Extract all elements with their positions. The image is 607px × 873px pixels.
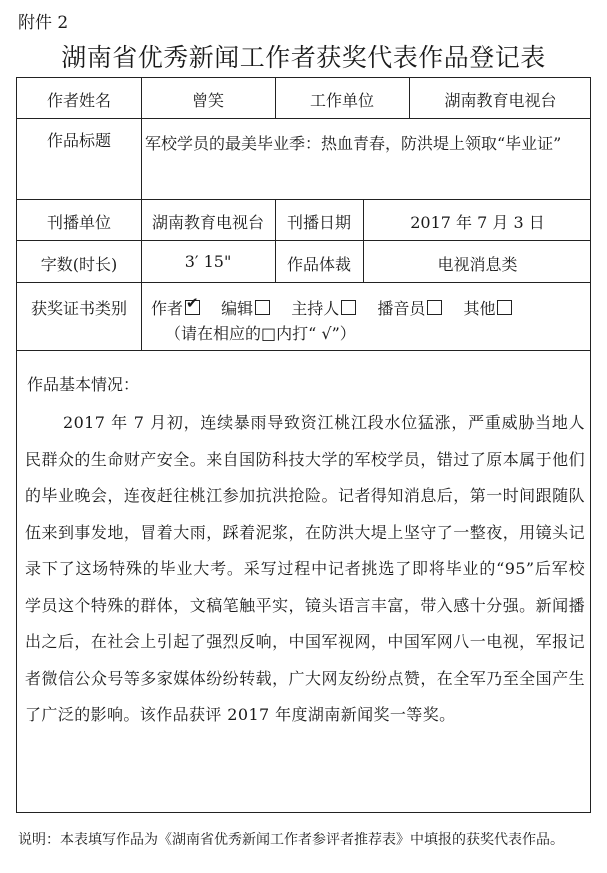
option-label: 播音员	[377, 299, 426, 318]
row-divider	[17, 240, 590, 241]
summary-label: 作品基本情况：	[27, 375, 140, 394]
award-option-host[interactable]	[291, 299, 358, 318]
broadcaster-label: 刊播单位	[46, 213, 111, 232]
checkbox-checked[interactable]	[185, 300, 200, 315]
document-title: 湖南省优秀新闻工作者获奖代表作品登记表	[61, 43, 546, 72]
length-label: 字数(时长)	[40, 255, 118, 274]
award-option-other[interactable]	[463, 299, 514, 318]
award-instruction-note: （请在相应的□内打“ √”）	[165, 324, 356, 343]
attachment-label: 附件 2	[18, 13, 69, 33]
author-name-label: 作者姓名	[46, 91, 111, 110]
award-category-label: 获奖证书类别	[30, 299, 127, 318]
checkbox[interactable]	[341, 300, 356, 315]
award-category-options	[151, 296, 528, 319]
option-label: 其他	[463, 299, 496, 318]
option-label: 主持人	[291, 299, 340, 318]
broadcaster-value: 湖南教育电视台	[151, 213, 264, 232]
footer-note: 说明：本表填写作品为《湖南省优秀新闻工作者参评者推荐表》中填报的获奖代表作品。	[18, 832, 564, 848]
checkbox[interactable]	[497, 300, 512, 315]
checkbox[interactable]	[255, 300, 270, 315]
work-title-label: 作品标题	[46, 131, 111, 150]
work-title-value: 军校学员的最美毕业季：热血青春，防洪堤上领取“毕业证”	[145, 134, 562, 153]
broadcast-date-value: 2017 年 7 月 3 日	[410, 213, 545, 232]
summary-text: 2017 年 7 月初，连续暴雨导致资江桃江段水位猛涨，严重威胁当地人民群众的生命财产安全。来自国防科技大学的军校学员，错过了原本属于他们的毕业晚会，连夜赶往桃江参加抗洪抢险。记者得知消息后，第一时间跟随队伍来到事发地，冒着大雨，踩着泥浆，在防洪大堤上坚守了一整夜，用镜头记录下了这场特殊的毕业大考。采写过程中记者挑选了即将毕业的“95”后军校学员这个特殊的群体，文稿笔触平实，镜头语言丰富，带入感十分强。新闻播出之后，在社会上引起了强烈反响，中国军视网，中国军网八一电视，军报记者微信公众号等多家媒体纷纷转载，广大网友纷纷点赞，在全军乃至全国产生了广泛的影响。该作品获评 2017 年度湖南新闻奖一等奖。	[25, 413, 585, 724]
genre-value: 电视消息类	[437, 255, 518, 274]
length-value: 3′ 15"	[184, 252, 232, 271]
award-option-author[interactable]	[151, 299, 202, 318]
option-label: 作者	[151, 299, 184, 318]
option-label: 编辑	[221, 299, 254, 318]
work-unit-label: 工作单位	[309, 91, 374, 110]
row-divider	[17, 350, 590, 351]
author-name-value: 曾笑	[191, 91, 224, 110]
row-divider	[17, 199, 590, 200]
broadcast-date-label: 刊播日期	[286, 213, 351, 232]
checkbox[interactable]	[427, 300, 442, 315]
row-divider	[17, 282, 590, 283]
award-option-editor[interactable]	[221, 299, 272, 318]
work-unit-value: 湖南教育电视台	[444, 91, 557, 110]
genre-label: 作品体裁	[286, 255, 351, 274]
registration-form-table	[16, 77, 591, 813]
row-divider	[17, 118, 590, 119]
award-option-announcer[interactable]	[377, 299, 444, 318]
